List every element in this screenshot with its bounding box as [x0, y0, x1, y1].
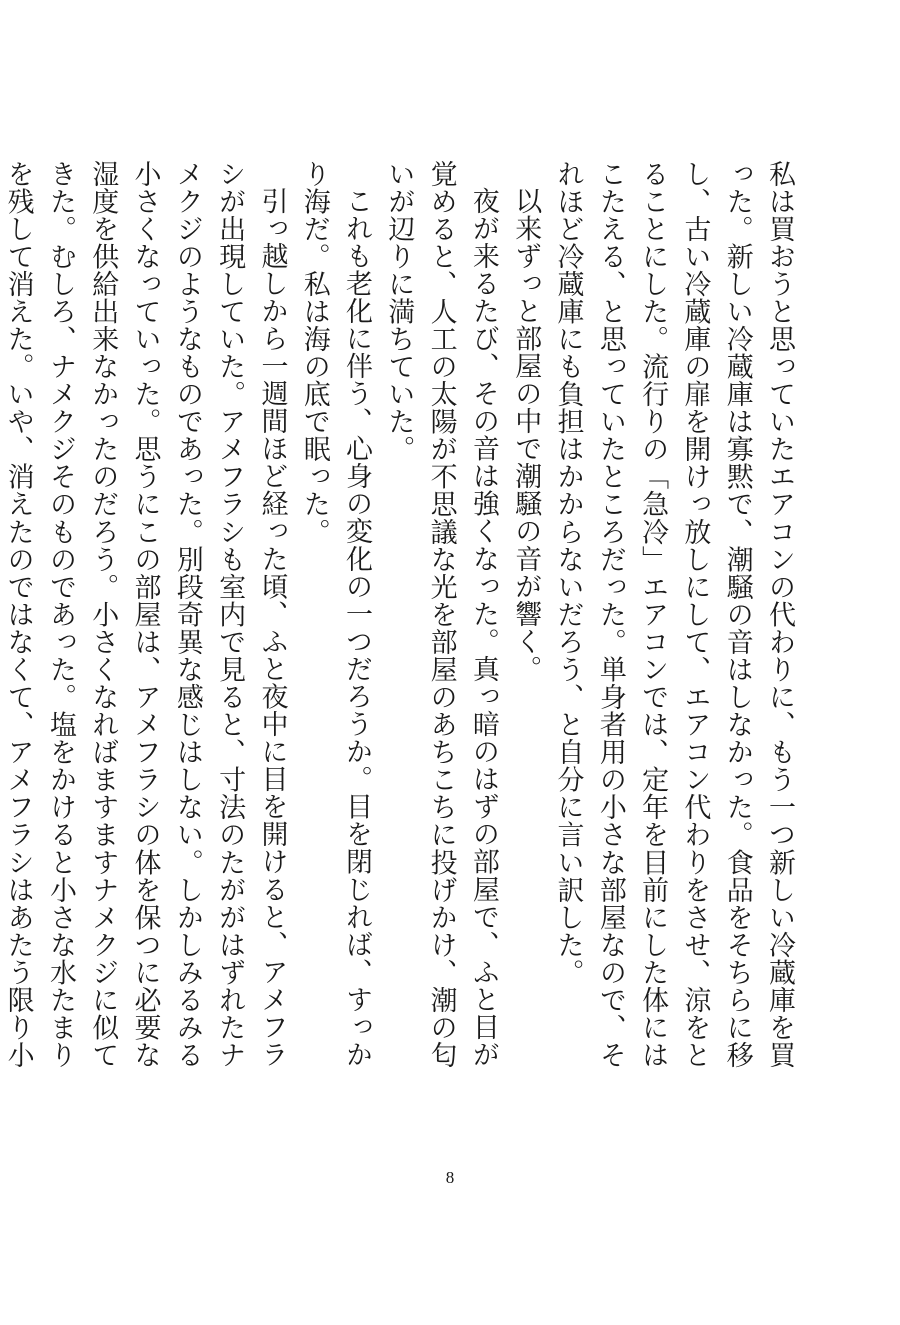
paragraph: 引っ越しから一週間ほど経った頃、ふと夜中に目を開けると、アメフラシが出現していた。アメフラシも室内で見ると、寸法のたががはずれたナメクジのようなものであった。別段奇異な感じはしない。しかしみるみる小さくなっていった。思うにこの部屋は、アメフラシの体を保つに必要な湿度を供給出来なかったのだろう。小さくなればますますナメクジに似てきた。むしろ、ナメクジそのものであった。塩をかけると小さな水たまりを残して消えた。いや、消えたのではなくて、アメフラシはあたう限り小	[2, 160, 288, 1069]
body-text	[2, 160, 800, 1080]
paragraph: これも老化に伴う、心身の変化の一つだろうか。目を閉じれば、すっかり海だ。私は海の底で眠った。	[298, 160, 373, 1069]
page-number: 8	[445, 1168, 455, 1187]
paragraph: 私は買おうと思っていたエアコンの代わりに、もう一つ新しい冷蔵庫を買った。新しい冷蔵庫は寡黙で、潮騒の音はしなかった。食品をそちらに移し、古い冷蔵庫の扉を開けっ放しにして、エアコン代わりをさせ、涼をとることにした。流行りの「急冷」エアコンでは、定年を目前にした体にはこたえる、と思っていたところだった。単身者用の小さな部屋なので、それほど冷蔵庫にも負担はかからないだろう、と自分に言い訳した。	[552, 160, 795, 1069]
paragraph: 夜が来るたび、その音は強くなった。真っ暗のはずの部屋で、ふと目が覚めると、人工の太陽が不思議な光を部屋のあちこちに投げかけ、潮の匂いが辺りに満ちていた。	[383, 160, 499, 1069]
paragraph: 以来ずっと部屋の中で潮騒の音が響く。	[510, 187, 542, 683]
